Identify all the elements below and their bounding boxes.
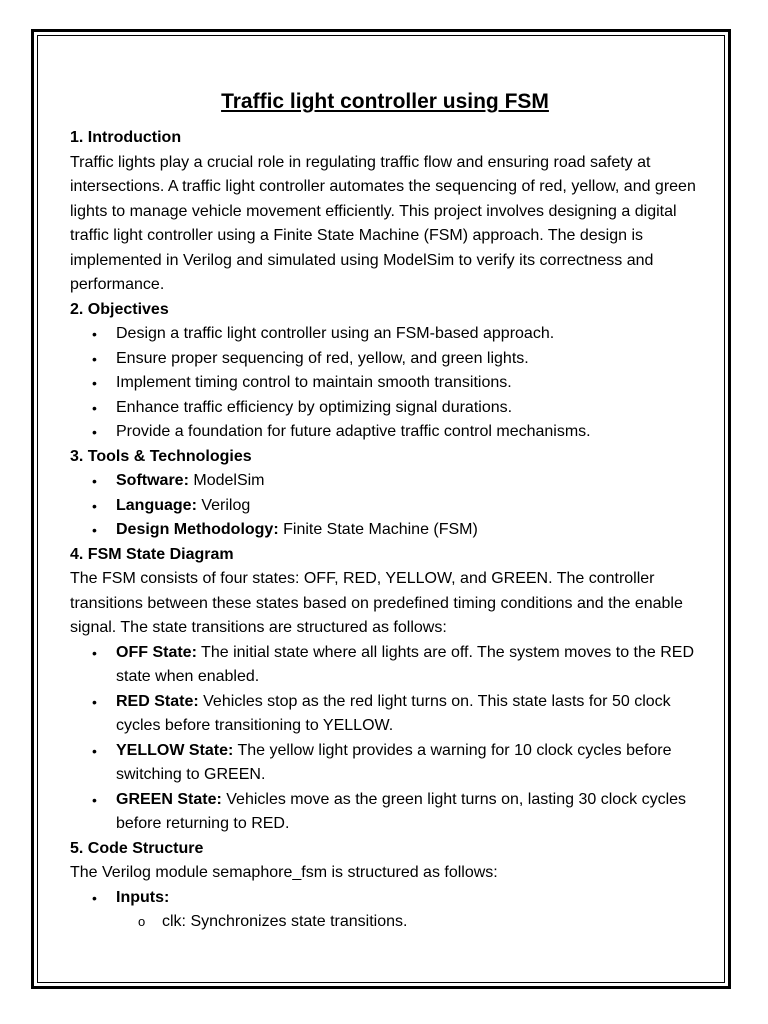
list-item: • Implement timing control to maintain smooth transitions. — [116, 371, 700, 396]
item-label: OFF State: — [116, 643, 197, 661]
document-body — [70, 88, 700, 935]
item-label: Inputs: — [116, 888, 170, 906]
sub-list-item: o clk: Synchronizes state transitions. — [162, 910, 700, 935]
code-structure-list — [70, 886, 700, 935]
item-value: The yellow light provides a warning for 10 clock cycles before switching to GREEN. — [116, 741, 672, 783]
list-item — [116, 494, 700, 519]
section-heading-tools: 3. Tools & Technologies — [70, 447, 252, 465]
introduction-paragraph: Traffic lights play a crucial role in regulating traffic flow and ensuring road safety at intersections. A traffic light controller automates the sequencing of red, yellow, and green lights to manage vehicle movement efficiently. This project involves designing a digital traffic light controller using a Finite State Machine (FSM) approach. The design is implemented in Verilog and simulated using ModelSim to verify its correctness and performance. — [70, 153, 696, 293]
list-item — [116, 641, 700, 690]
fsm-states-list — [70, 641, 700, 837]
item-value: Vehicles stop as the red light turns on. This state lasts for 50 clock cycles before transitioning to YELLOW. — [116, 692, 671, 734]
item-label: YELLOW State: — [116, 741, 234, 759]
objectives-list — [70, 322, 700, 445]
list-item: • Ensure proper sequencing of red, yellow, and green lights. — [116, 347, 700, 372]
list-item — [116, 469, 700, 494]
list-item: • Enhance traffic efficiency by optimizing signal durations. — [116, 396, 700, 421]
list-item — [116, 690, 700, 739]
list-item — [116, 739, 700, 788]
section-heading-code-structure: 5. Code Structure — [70, 839, 204, 857]
list-item: • Provide a foundation for future adaptive traffic control mechanisms. — [116, 420, 700, 445]
item-label: Software: — [116, 472, 189, 489]
item-label: RED State: — [116, 692, 199, 710]
list-item — [116, 886, 700, 935]
item-value: Verilog — [201, 496, 251, 514]
list-item — [116, 518, 700, 543]
sub-list — [116, 910, 700, 935]
code-structure-paragraph: The Verilog module semaphore_fsm is structured as follows: — [70, 864, 498, 881]
tools-list — [70, 469, 700, 543]
list-item: • Design a traffic light controller using an FSM-based approach. — [116, 322, 700, 347]
section-heading-fsm-state-diagram: 4. FSM State Diagram — [70, 545, 234, 563]
section-heading-objectives: 2. Objectives — [70, 300, 169, 318]
item-label: Design Methodology: — [116, 521, 279, 538]
item-value: Finite State Machine (FSM) — [283, 521, 478, 538]
item-value: The initial state where all lights are off. The system moves to the RED state when enabled. — [116, 643, 695, 685]
item-label: GREEN State: — [116, 790, 222, 808]
fsm-paragraph: The FSM consists of four states: OFF, RED, YELLOW, and GREEN. The controller transitions between these states based on predefined timing conditions and the enable signal. The state transitions are structured as follows: — [70, 570, 683, 636]
section-heading-introduction: 1. Introduction — [70, 129, 182, 146]
list-item — [116, 788, 700, 837]
item-value: Vehicles move as the green light turns on, lasting 30 clock cycles before returning to RED. — [116, 790, 687, 832]
document-title: Traffic light controller using FSM — [221, 90, 549, 113]
item-label: Language: — [116, 496, 197, 514]
item-value: ModelSim — [193, 472, 265, 489]
